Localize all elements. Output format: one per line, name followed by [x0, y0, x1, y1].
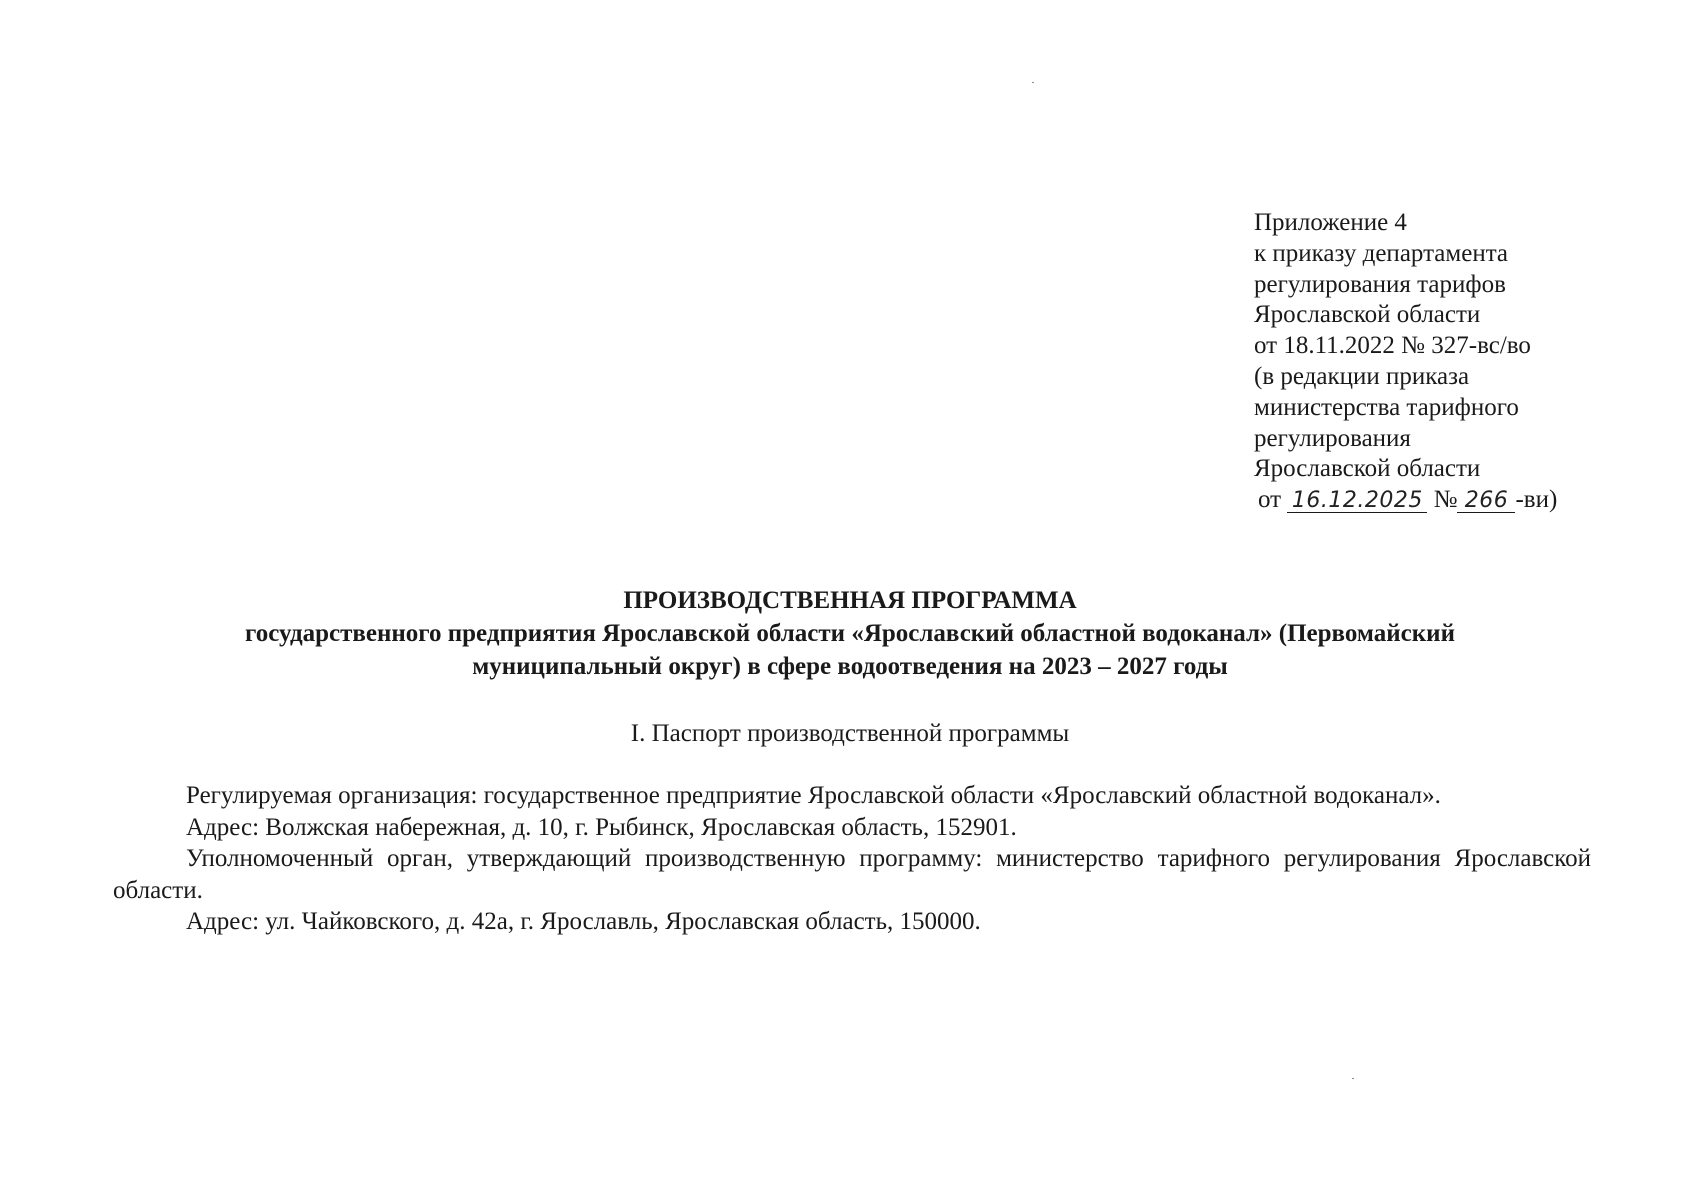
appendix-line: министерства тарифного — [1254, 393, 1519, 421]
section-heading: I. Паспорт производственной программы — [630, 720, 1070, 747]
handwritten-date: 16.12.2025 — [1287, 490, 1427, 513]
title-subtitle-line-2: муниципальный округ) в сфере водоотведения на 2023 – 2027 годы — [472, 653, 1228, 680]
appendix-line: к приказу департамента — [1254, 239, 1509, 267]
scan-speck — [1032, 82, 1034, 83]
appendix-line: от 18.11.2022 № 327-вс/во — [1254, 332, 1531, 360]
paragraph-authority-address: Адрес: ул. Чайковского, д. 42а, г. Ярославль, Ярославская область, 150000. — [186, 908, 981, 935]
appendix-line: регулирования тарифов — [1254, 270, 1506, 298]
paragraph-organization: Регулируемая организация: государственное предприятие Ярославской области «Ярославский областной водоканал». — [186, 782, 1441, 809]
appendix-line: Приложение 4 — [1254, 209, 1407, 236]
title-subtitle-line-1: государственного предприятия Ярославской области «Ярославский областной водоканал» (Первомайский — [245, 620, 1455, 647]
amendment-prefix: от — [1258, 486, 1282, 514]
appendix-header — [1254, 208, 1674, 516]
appendix-line: (в редакции приказа — [1254, 362, 1470, 390]
appendix-line: Ярославской области — [1254, 455, 1481, 483]
title-main: ПРОИЗВОДСТВЕННАЯ ПРОГРАММА — [623, 587, 1077, 614]
amendment-suffix: -ви) — [1515, 486, 1558, 514]
scan-speck — [1352, 1078, 1354, 1079]
amendment-line — [1254, 485, 1674, 516]
paragraph-authority: Уполномоченный орган, утверждающий производственную программу: министерство тарифного регулирования Ярославской области. — [113, 845, 1591, 904]
handwritten-number: 266 — [1457, 490, 1515, 513]
document-title — [100, 584, 1600, 683]
number-sign: № — [1433, 486, 1458, 514]
appendix-line: регулирования — [1254, 424, 1411, 452]
passport-body — [113, 780, 1591, 938]
paragraph-organization-address: Адрес: Волжская набережная, д. 10, г. Рыбинск, Ярославская область, 152901. — [186, 813, 1017, 841]
appendix-line: Ярославской области — [1254, 301, 1481, 329]
